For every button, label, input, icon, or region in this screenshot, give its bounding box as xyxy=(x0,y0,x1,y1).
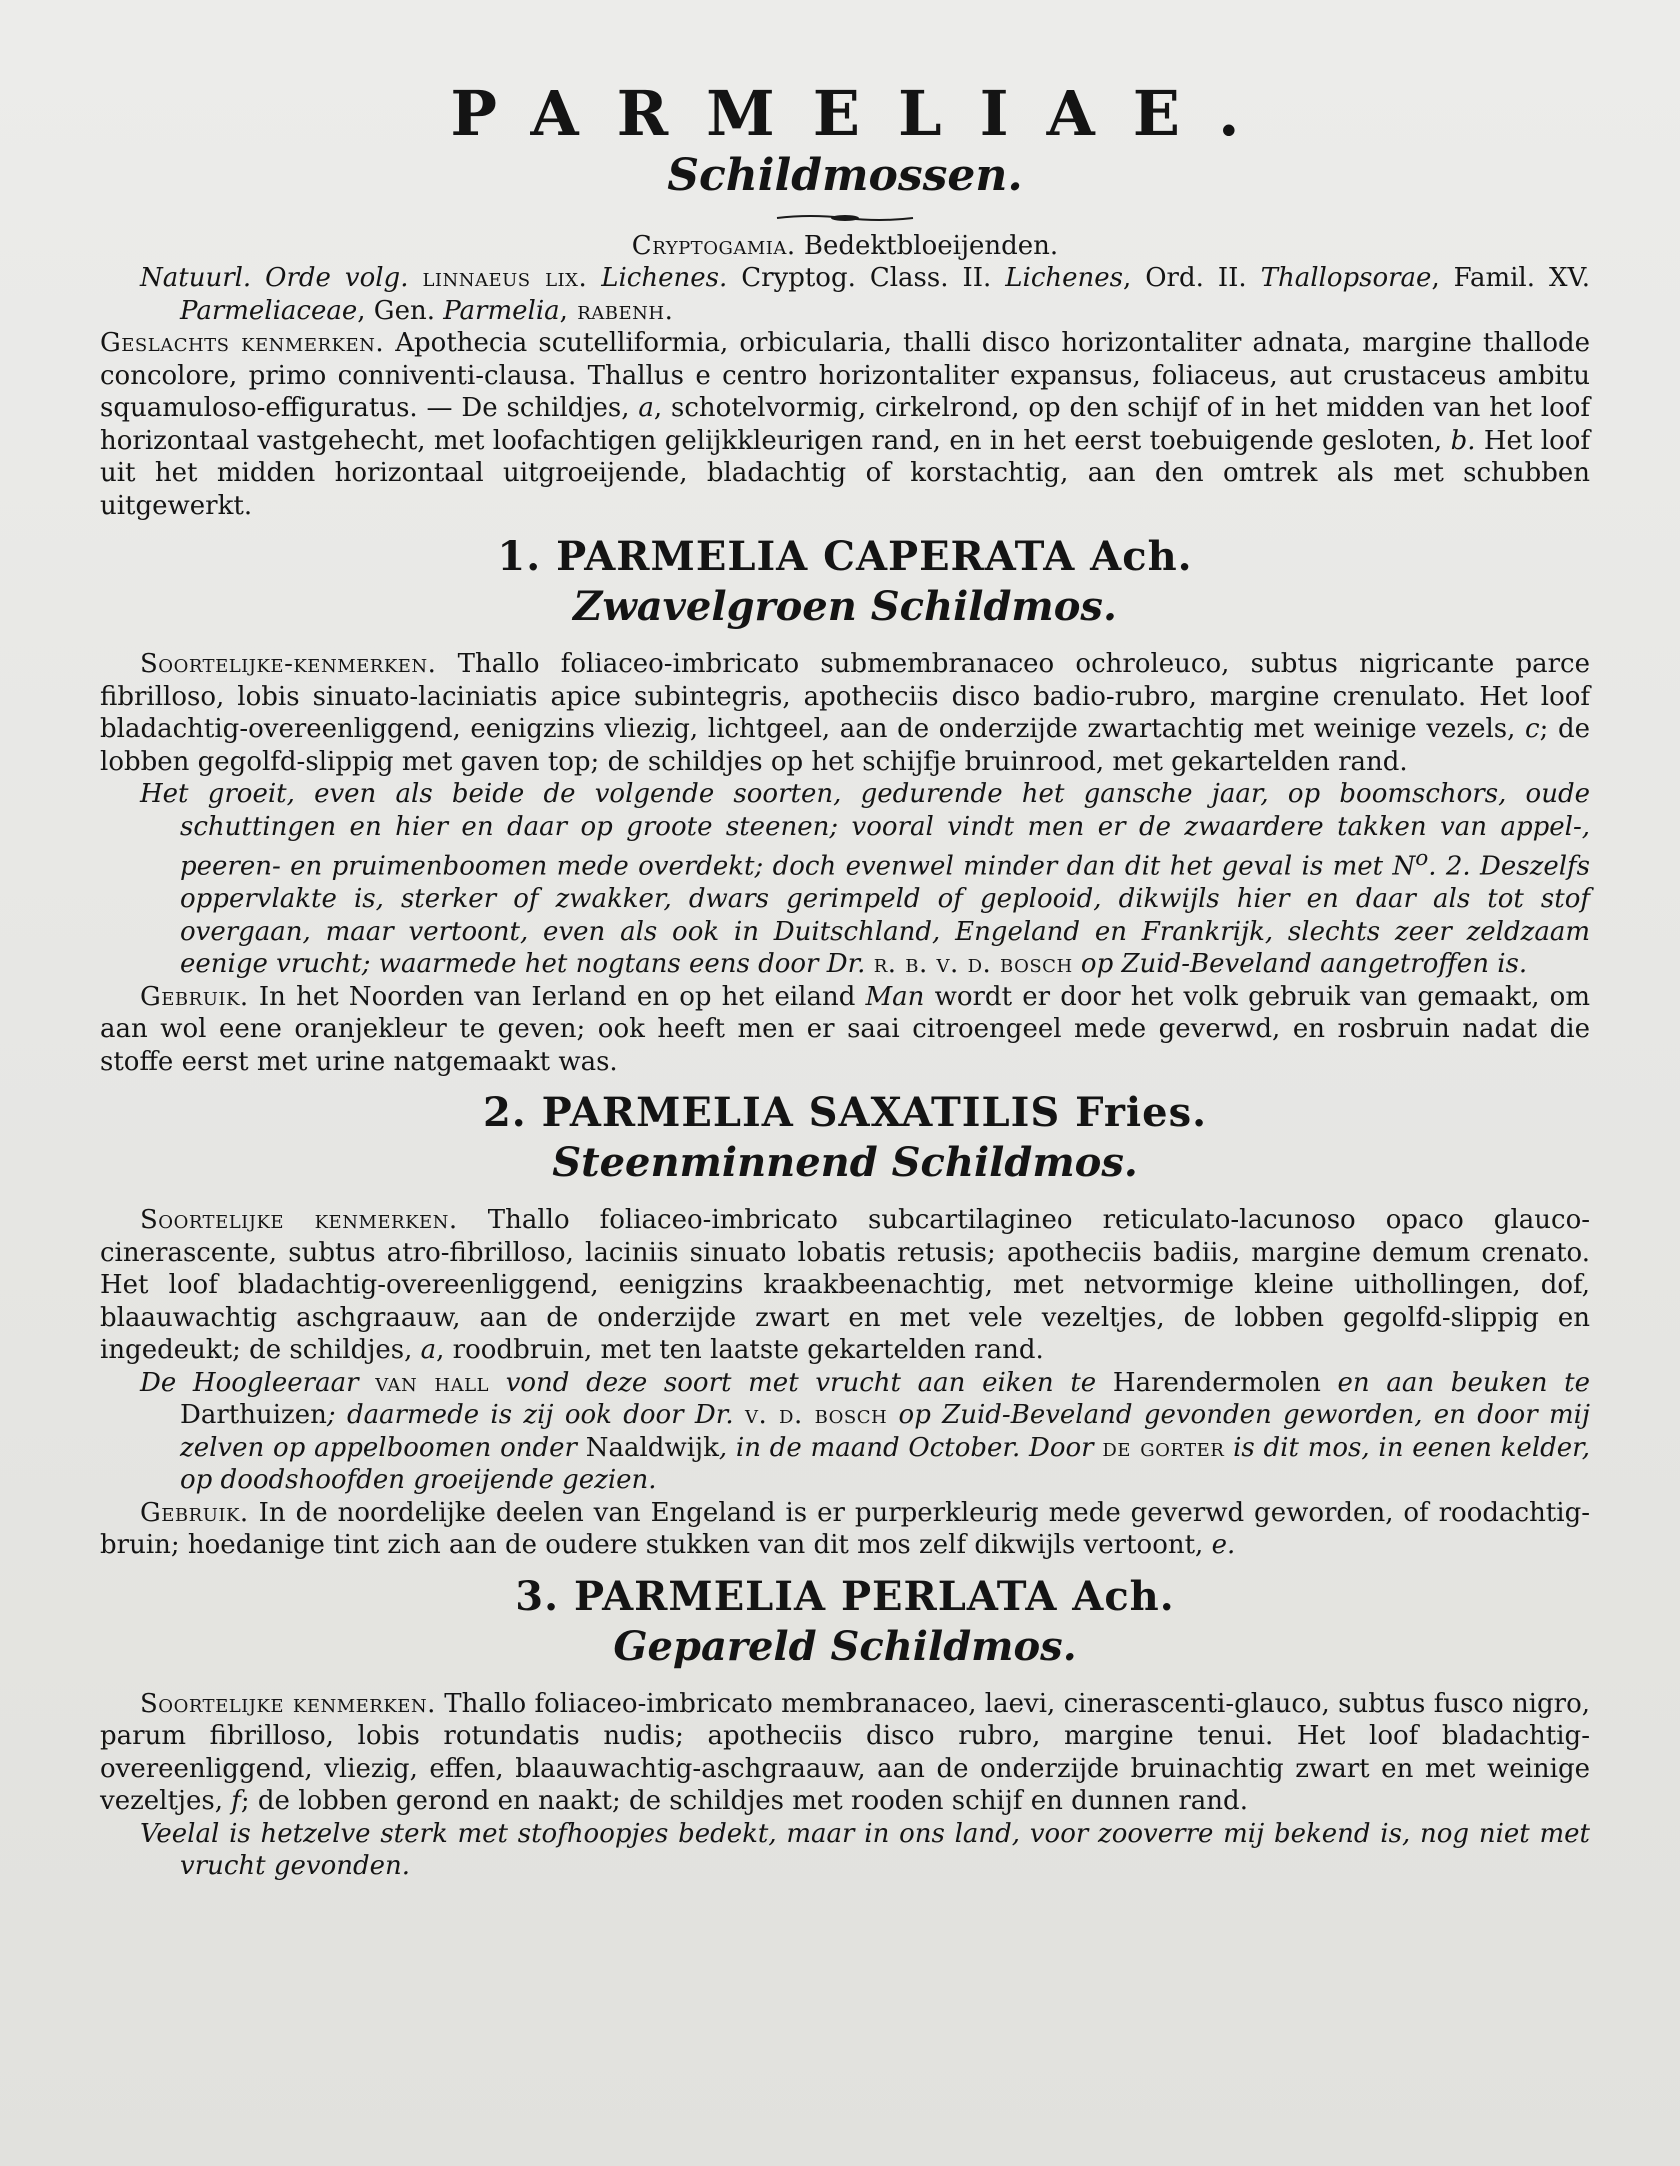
species-title: 1. PARMELIA CAPERATA Ach. xyxy=(497,533,1193,580)
species-title: 2. PARMELIA SAXATILIS Fries. xyxy=(482,1089,1208,1137)
species-use: Gebruik. In het Noorden van Ierland en op het eiland Man wordt er door het volk gebruik van gemaakt, om aan wol eene oranjekleur te geven; ook heeft men er saai citroengeel mede geverwd, en rosbruin nadat die stoffe eerst met urine natgemaakt was. xyxy=(100,981,1590,1077)
genus-title: PARMELIAE. xyxy=(450,77,1278,150)
species-habitat: De Hoogleeraar van hall vond deze soort met vrucht aan eiken te Harendermolen en aan beuken te Darthuizen; daarmede is zij ook door Dr. v. d. bosch op Zuid-Beveland gevonden geworden, en door mij zelven op appelboomen onder Naaldwijk, in de maand October. Door de gorter is dit mos, in eenen kelder, op doodshoofden groeijende gezien. xyxy=(140,1367,1590,1496)
species-title: 3. PARMELIA PERLATA Ach. xyxy=(515,1572,1175,1620)
species-habitat: Veelal is hetzelve sterk met stofhoopjes bedekt, maar in ons land, voor zooverre mij bekend is, nog niet met vrucht gevonden. xyxy=(140,1818,1590,1882)
species-section-perlata xyxy=(100,1572,1590,1883)
page-content xyxy=(100,78,1590,1883)
species-use: Gebruik. In de noordelijke deelen van Engeland is er purperkleurig mede geverwd geworden, of roodachtig-bruin; hoedanige tint zich aan de oudere stukken van dit mos zelf dikwijls vertoont, e. xyxy=(100,1497,1591,1561)
species-habitat: Het groeit, even als beide de volgende soorten, gedurende het gansche jaar, op boomschors, oude schuttingen en hier en daar op groote steenen; vooral vindt men er de zwaardere takken van appel-, peeren- en pruimenboomen mede overdekt; doch evenwel minder dan dit het geval is met $N^o$. 2. Deszelfs oppervlakte is, sterker of zwakker, dwars gerimpeld of geplooid, dikwijls hier en daar als tot stof overgaan, maar vertoont, even als ook in Duitschland, Engeland en Frankrijk, slechts zeer zeldzaam eenige vrucht; waarmede het nogtans eens door Dr. r. b. v. d. bosch op Zuid-Beveland aangetroffen is. xyxy=(140,779,1591,980)
genus-characteristics-paragraph: Geslachts kenmerken. Apothecia scutelliformia, orbicularia, thalli disco horizontaliter adnata, margine thallode concolore, primo conniventi-clausa. Thallus e centro horizontaliter expansus, foliaceus, aut crustaceus ambitu squamuloso-effiguratus. — De schildjes, a, schotelvormig, cirkelrond, op den schijf of in het midden van het loof horizontaal vastgehecht, met loofachtigen gelijkkleurigen rand, en in het eerst toebuigende gesloten, b. Het loof uit het midden horizontaal uitgroeijende, bladachtig of korstachtig, aan den omtrek als met schubben uitgewerkt. xyxy=(100,328,1591,521)
species-subtitle: Zwavelgroen Schildmos. xyxy=(573,583,1117,630)
genus-characteristics-label: Geslachts kenmerken. xyxy=(100,328,385,358)
genus-subtitle: Schildmossen. xyxy=(667,150,1023,201)
species-subtitle: Steenminnend Schildmos. xyxy=(552,1139,1138,1187)
species-subtitle: Gepareld Schildmos. xyxy=(613,1622,1077,1670)
species-section-caperata xyxy=(100,532,1590,1078)
cryptogamia-label: Cryptogamia. xyxy=(631,231,796,261)
cryptogamia-line xyxy=(100,230,1590,262)
cryptogamia-text: Bedektbloeijenden. xyxy=(803,231,1059,261)
species-section-saxatilis xyxy=(100,1088,1590,1562)
classification-paragraph: Natuurl. Orde volg. linnaeus lix. Lichenes. Cryptog. Class. II. Lichenes, Ord. II. Thallopsorae, Famil. XV. Parmeliaceae, Gen. Parmelia, rabenh. xyxy=(140,263,1590,326)
species-characteristics: Soortelijke kenmerken. Thallo foliaceo-imbricato membranaceo, laevi, cinerascenti-glauco, subtus fusco nigro, parum fibrilloso, lobis rotundatis nudis; apotheciis disco rubro, margine tenui. Het loof bladachtig-overeenliggend, vliezig, effen, blaauwachtig-aschgraauw, aan de onderzijde bruinachtig zwart en met weinige vezeltjes, f; de lobben gerond en naakt; de schildjes met rooden schijf en dunnen rand. xyxy=(100,1688,1590,1817)
species-characteristics: Soortelijke-kenmerken. Thallo foliaceo-imbricato submembranaceo ochroleuco, subtus nigricante parce fibrilloso, lobis sinuato-laciniatis apice subintegris, apotheciis disco badio-rubro, margine crenulato. Het loof bladachtig-overeenliggend, eenigzins vliezig, lichtgeel, aan de onderzijde zwartachtig met weinige vezels, c; de lobben gegolfd-slippig met gaven top; de schildjes op het schijfje bruinrood, met gekartelden rand. xyxy=(100,649,1590,777)
species-characteristics: Soortelijke kenmerken. Thallo foliaceo-imbricato subcartilagineo reticulato-lacunoso opaco glauco-cinerascente, subtus atro-fibrilloso, laciniis sinuato lobatis retusis; apotheciis badiis, margine demum crenato. Het loof bladachtig-overeenliggend, eenigzins kraakbeenachtig, met netvormige kleine uithollingen, dof, blaauwachtig aschgraauw, aan de onderzijde zwart en met vele vezeltjes, de lobben gegolfd-slippig en ingedeukt; de schildjes, a, roodbruin, met ten laatste gekartelden rand. xyxy=(100,1205,1591,1366)
divider-ornament-icon xyxy=(775,212,915,224)
